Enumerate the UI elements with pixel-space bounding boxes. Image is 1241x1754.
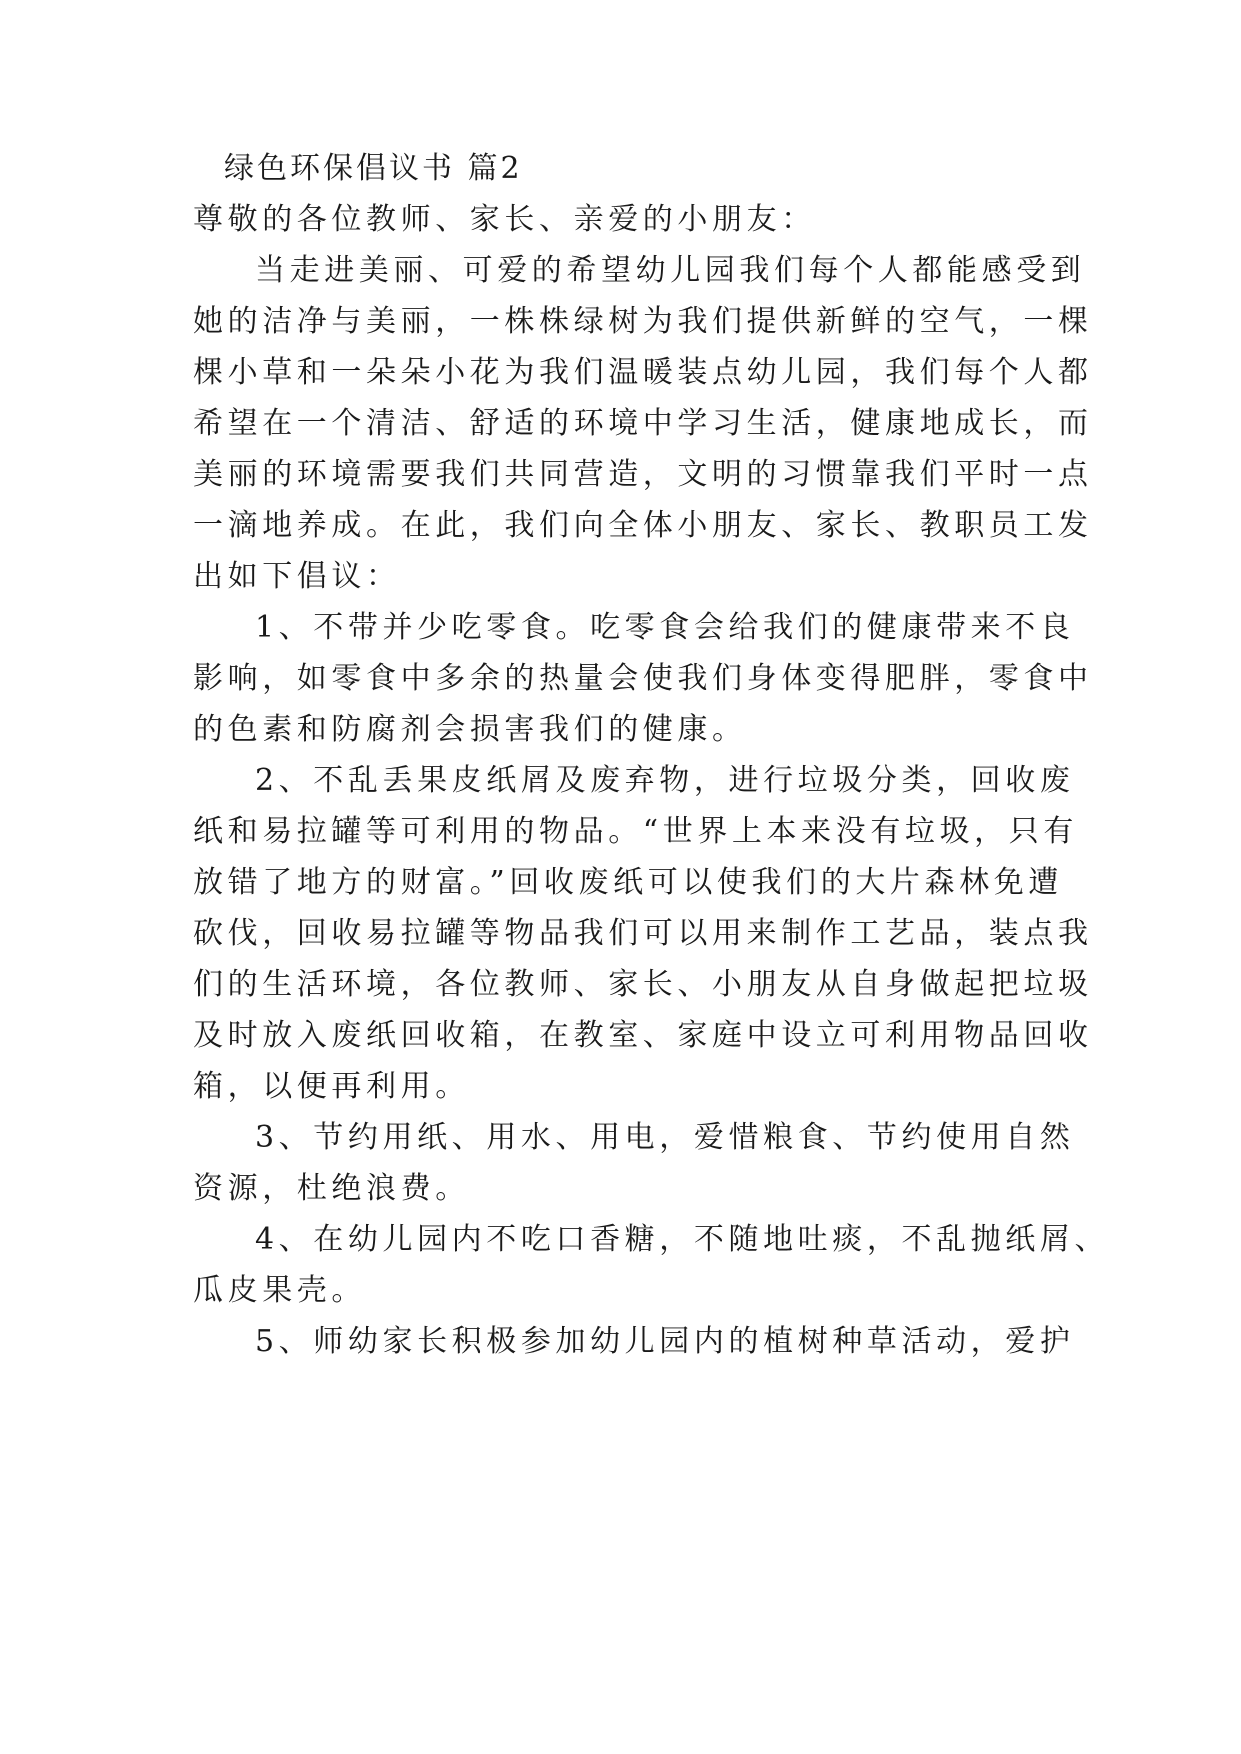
paragraph-line: 的色素和防腐剂会损害我们的健康。 [193, 712, 747, 747]
paragraph-line: 瓜皮果壳。 [193, 1273, 366, 1308]
paragraph-line: 资源，杜绝浪费。 [193, 1171, 470, 1206]
paragraph-line: 一滴地养成。在此，我们向全体小朋友、家长、教职员工发 [193, 508, 1093, 543]
paragraph-line: 纸和易拉罐等可利用的物品。“世界上本来没有垃圾，只有 [193, 814, 1078, 849]
paragraph-line: 砍伐，回收易拉罐等物品我们可以用来制作工艺品，装点我 [193, 916, 1093, 951]
salutation: 尊敬的各位教师、家长、亲爱的小朋友： [193, 202, 816, 237]
paragraph-line: 3、节约用纸、用水、用电，爱惜粮食、节约使用自然 [255, 1120, 1075, 1155]
paragraph-line: 出如下倡议： [193, 559, 401, 594]
paragraph-line: 美丽的环境需要我们共同营造，文明的习惯靠我们平时一点 [193, 457, 1093, 492]
paragraph-line: 5、师幼家长积极参加幼儿园内的植树种草活动，爱护 [255, 1324, 1075, 1359]
paragraph-line: 箱，以便再利用。 [193, 1069, 470, 1104]
paragraph-line: 放错了地方的财富。”回收废纸可以使我们的大片森林免遭 [193, 865, 1063, 900]
paragraph-line: 1、不带并少吃零食。吃零食会给我们的健康带来不良 [255, 610, 1075, 645]
document-title: 绿色环保倡议书 篇2 [224, 151, 523, 186]
paragraph-line: 棵小草和一朵朵小花为我们温暖装点幼儿园，我们每个人都 [193, 355, 1093, 390]
paragraph-line: 2、不乱丢果皮纸屑及废弃物，进行垃圾分类，回收废 [255, 763, 1075, 798]
paragraph-line: 她的洁净与美丽，一株株绿树为我们提供新鲜的空气，一棵 [193, 304, 1093, 339]
paragraph-line: 及时放入废纸回收箱，在教室、家庭中设立可利用物品回收 [193, 1018, 1093, 1053]
paragraph-line: 希望在一个清洁、舒适的环境中学习生活，健康地成长，而 [193, 406, 1093, 441]
paragraph-line: 们的生活环境，各位教师、家长、小朋友从自身做起把垃圾 [193, 967, 1093, 1002]
paragraph-line: 4、在幼儿园内不吃口香糖，不随地吐痰，不乱抛纸屑、 [255, 1222, 1110, 1257]
paragraph-line: 当走进美丽、可爱的希望幼儿园我们每个人都能感受到 [255, 253, 1086, 288]
paragraph-line: 影响，如零食中多余的热量会使我们身体变得肥胖，零食中 [193, 661, 1093, 696]
